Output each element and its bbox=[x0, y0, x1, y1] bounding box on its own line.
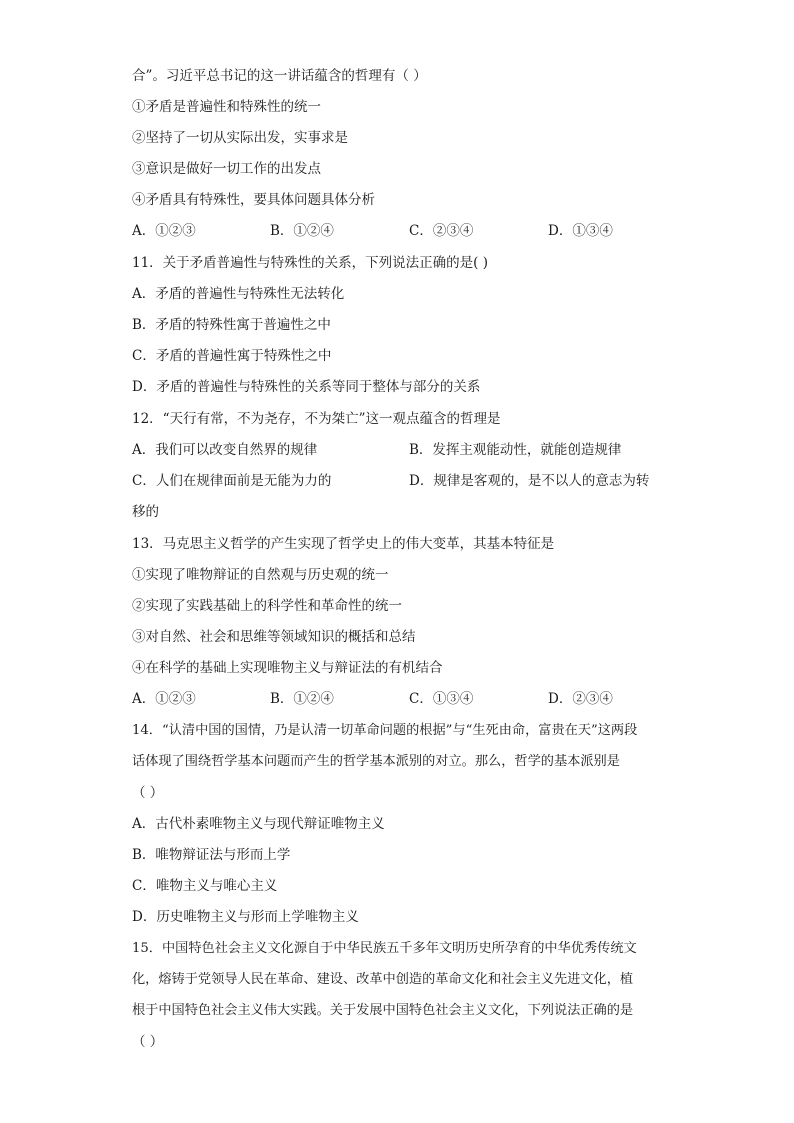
q10-statement-4: ④矛盾具有特殊性，要具体问题具体分析 bbox=[132, 192, 375, 208]
q12-option-c[interactable]: C．人们在规律面前是无能为力的 bbox=[132, 473, 332, 489]
q12-option-a[interactable]: A．我们可以改变自然界的规律 bbox=[132, 442, 318, 458]
q12-stem: 12．“天行有常，不为尧存，不为桀亡”这一观点蕴含的哲理是 bbox=[132, 411, 501, 427]
q12-option-b[interactable]: B．发挥主观能动性，就能创造规律 bbox=[409, 442, 622, 458]
q13-statement-1: ①实现了唯物辩证的自然观与历史观的统一 bbox=[132, 567, 389, 583]
q13-option-a[interactable]: A．①②③ bbox=[132, 691, 196, 707]
q11-stem: 11．关于矛盾普遍性与特殊性的关系，下列说法正确的是( ) bbox=[132, 255, 489, 271]
q12-option-d[interactable]: D．规律是客观的，是不以人的意志为转 bbox=[409, 473, 650, 489]
q10-option-c[interactable]: C．②③④ bbox=[409, 223, 474, 239]
q13-statement-2: ②实现了实践基础上的科学性和革命性的统一 bbox=[132, 598, 402, 614]
q14-option-a[interactable]: A．古代朴素唯物主义与现代辩证唯物主义 bbox=[132, 816, 385, 832]
q10-statement-2: ②坚持了一切从实际出发，实事求是 bbox=[132, 130, 348, 146]
q14-option-c[interactable]: C．唯物主义与唯心主义 bbox=[132, 878, 278, 894]
q15-stem-line-1: 15．中国特色社会主义文化源自于中华民族五千多年文明历史所孕育的中华优秀传统文 bbox=[132, 941, 637, 956]
q14-option-b[interactable]: B．唯物辩证法与形而上学 bbox=[132, 847, 291, 863]
q14-stem-line-3: （ ） bbox=[132, 785, 164, 801]
q10-option-b[interactable]: B．①②④ bbox=[270, 223, 334, 239]
q13-statement-3: ③对自然、社会和思维等领域知识的概括和总结 bbox=[132, 629, 416, 645]
q11-option-a[interactable]: A．矛盾的普遍性与特殊性无法转化 bbox=[132, 286, 345, 302]
q13-stem: 13．马克思主义哲学的产生实现了哲学史上的伟大变革，其基本特征是 bbox=[132, 536, 555, 552]
q10-stem-tail: 合”。习近平总书记的这一讲话蕴含的哲理有（ ） bbox=[132, 68, 427, 84]
q11-option-c[interactable]: C．矛盾的普遍性寓于特殊性之中 bbox=[132, 348, 332, 364]
q15-stem-line-2: 化，熔铸于党领导人民在革命、建设、改革中创造的革命文化和社会主义先进文化，植 bbox=[132, 972, 634, 987]
q11-option-d[interactable]: D．矛盾的普遍性与特殊性的关系等同于整体与部分的关系 bbox=[132, 379, 481, 395]
q14-stem-line-1: 14．“认清中国的国情，乃是认清一切革命问题的根据”与“生死由命，富贵在天”这两段 bbox=[132, 723, 638, 738]
q10-option-a[interactable]: A．①②③ bbox=[132, 223, 196, 239]
q15-stem-line-3: 根于中国特色社会主义伟大实践。关于发展中国特色社会主义文化，下列说法正确的是 bbox=[132, 1003, 634, 1018]
q11-option-b[interactable]: B．矛盾的特殊性寓于普遍性之中 bbox=[132, 317, 331, 333]
q13-option-b[interactable]: B．①②④ bbox=[270, 691, 334, 707]
q14-option-d[interactable]: D．历史唯物主义与形而上学唯物主义 bbox=[132, 909, 359, 925]
q13-option-d[interactable]: D．②③④ bbox=[548, 691, 613, 707]
q14-stem-line-2: 话体现了围绕哲学基本问题而产生的哲学基本派别的对立。那么，哲学的基本派别是 bbox=[132, 754, 620, 769]
q15-stem-line-4: （ ） bbox=[132, 1034, 164, 1050]
q13-statement-4: ④在科学的基础上实现唯物主义与辩证法的有机结合 bbox=[132, 660, 443, 676]
q10-statement-1: ①矛盾是普遍性和特殊性的统一 bbox=[132, 99, 321, 115]
q13-option-c[interactable]: C．①③④ bbox=[409, 691, 474, 707]
q10-statement-3: ③意识是做好一切工作的出发点 bbox=[132, 161, 321, 177]
q12-option-d-continuation: 移的 bbox=[132, 504, 159, 520]
q10-option-d[interactable]: D．①③④ bbox=[548, 223, 613, 239]
